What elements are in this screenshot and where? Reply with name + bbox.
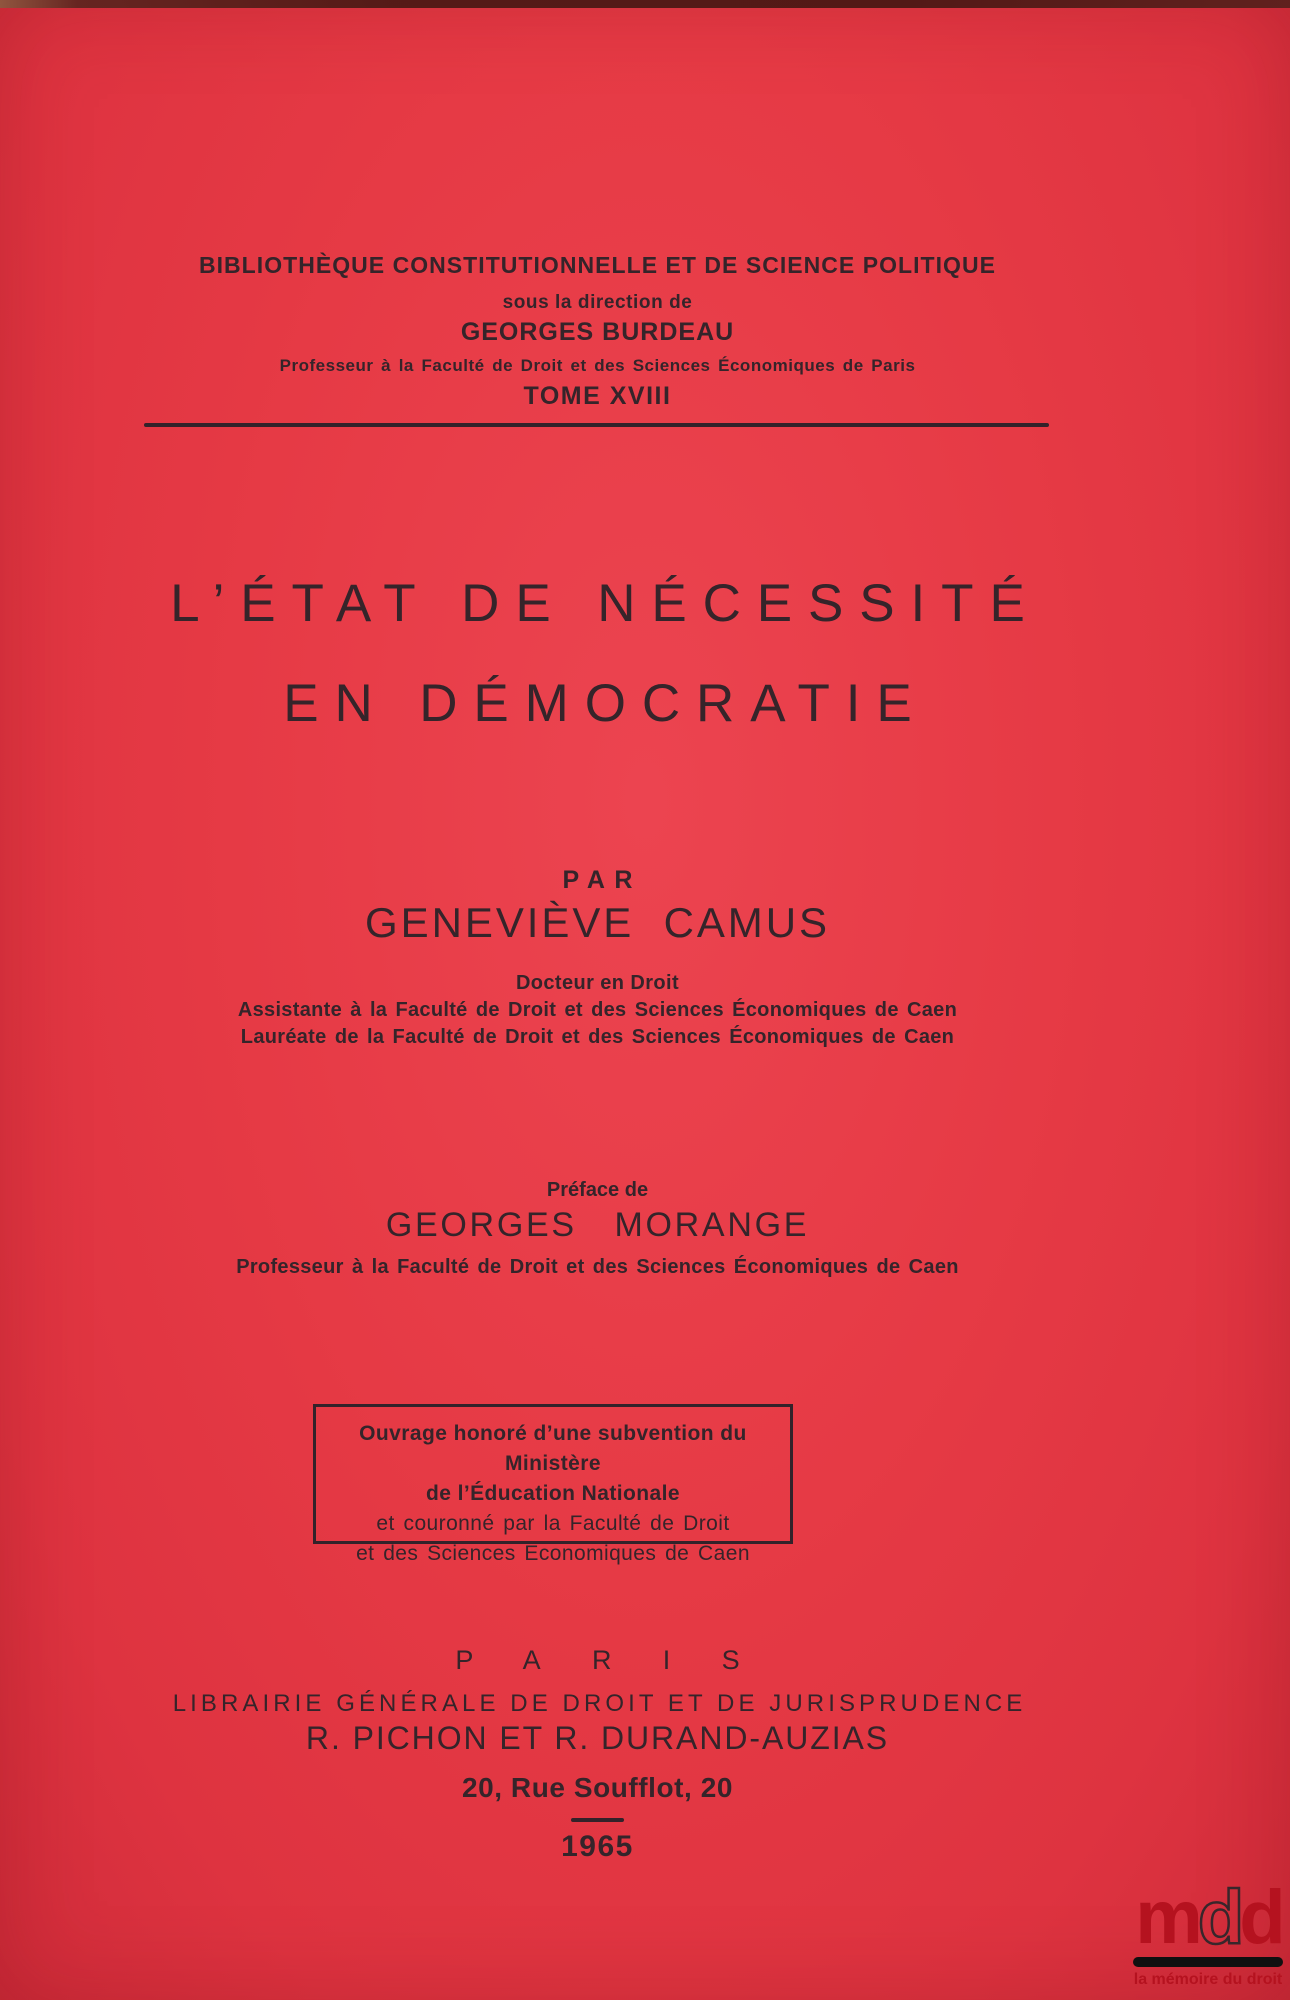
series-director: GEORGES BURDEAU [460, 318, 735, 346]
book-title-line-2: EN DÉMOCRATIE [283, 674, 928, 733]
logo-letter-d: d [1239, 1875, 1281, 1960]
author-name: GENEVIÈVE CAMUS [365, 899, 830, 946]
mdd-logo [1128, 1875, 1288, 1989]
imprint-city: PARIS [455, 1645, 791, 1675]
author-role-1: Assistante à la Faculté de Droit et des Sciences Économiques de Caen [237, 999, 958, 1021]
series-tome: TOME XVIII [523, 382, 672, 410]
award-line-4: et des Sciences Économiques de Caen [356, 1542, 750, 1565]
award-line-1: Ouvrage honoré d’une subvention du Ministère [359, 1422, 747, 1475]
author-par-label: PAR [562, 866, 642, 894]
award-box [313, 1404, 793, 1565]
logo-letter-m: m [1135, 1875, 1198, 1960]
preface-label: Préface de [546, 1179, 649, 1201]
author-degree: Docteur en Droit [515, 972, 680, 994]
series-title: BIBLIOTHÈQUE CONSTITUTIONNELLE ET DE SCIENCE POLITIQUE [198, 252, 997, 278]
logo-tagline: la mémoire du droit [1133, 1971, 1283, 1989]
book-title-line-1: L’ÉTAT DE NÉCESSITÉ [170, 574, 1041, 633]
imprint-address: 20, Rue Soufflot, 20 [461, 1772, 734, 1803]
preface-author-name: GEORGES MORANGE [385, 1206, 810, 1244]
preface-author-role: Professeur à la Faculté de Droit et des Sciences Économiques de Caen [236, 1256, 959, 1278]
series-direction: sous la direction de [502, 292, 693, 313]
author-role-2: Lauréate de la Faculté de Droit et des Sciences Économiques de Caen [240, 1026, 955, 1048]
logo-letter-d-outline: d [1197, 1875, 1240, 1960]
imprint-year: 1965 [561, 1830, 634, 1863]
award-line-3: et couronné par la Faculté de Droit [376, 1512, 730, 1535]
series-director-role: Professeur à la Faculté de Droit et des Sciences Économiques de Paris [279, 356, 916, 375]
award-line-2: de l’Éducation Nationale [426, 1482, 680, 1505]
year-rule [571, 1818, 624, 1822]
mdd-logo-letters [1128, 1875, 1288, 1960]
imprint-house: R. PICHON ET R. DURAND-AUZIAS [305, 1720, 890, 1756]
imprint-publisher: LIBRAIRIE GÉNÉRALE DE DROIT ET DE JURISPRUDENCE [172, 1690, 1027, 1717]
separator-rule [144, 423, 1049, 427]
